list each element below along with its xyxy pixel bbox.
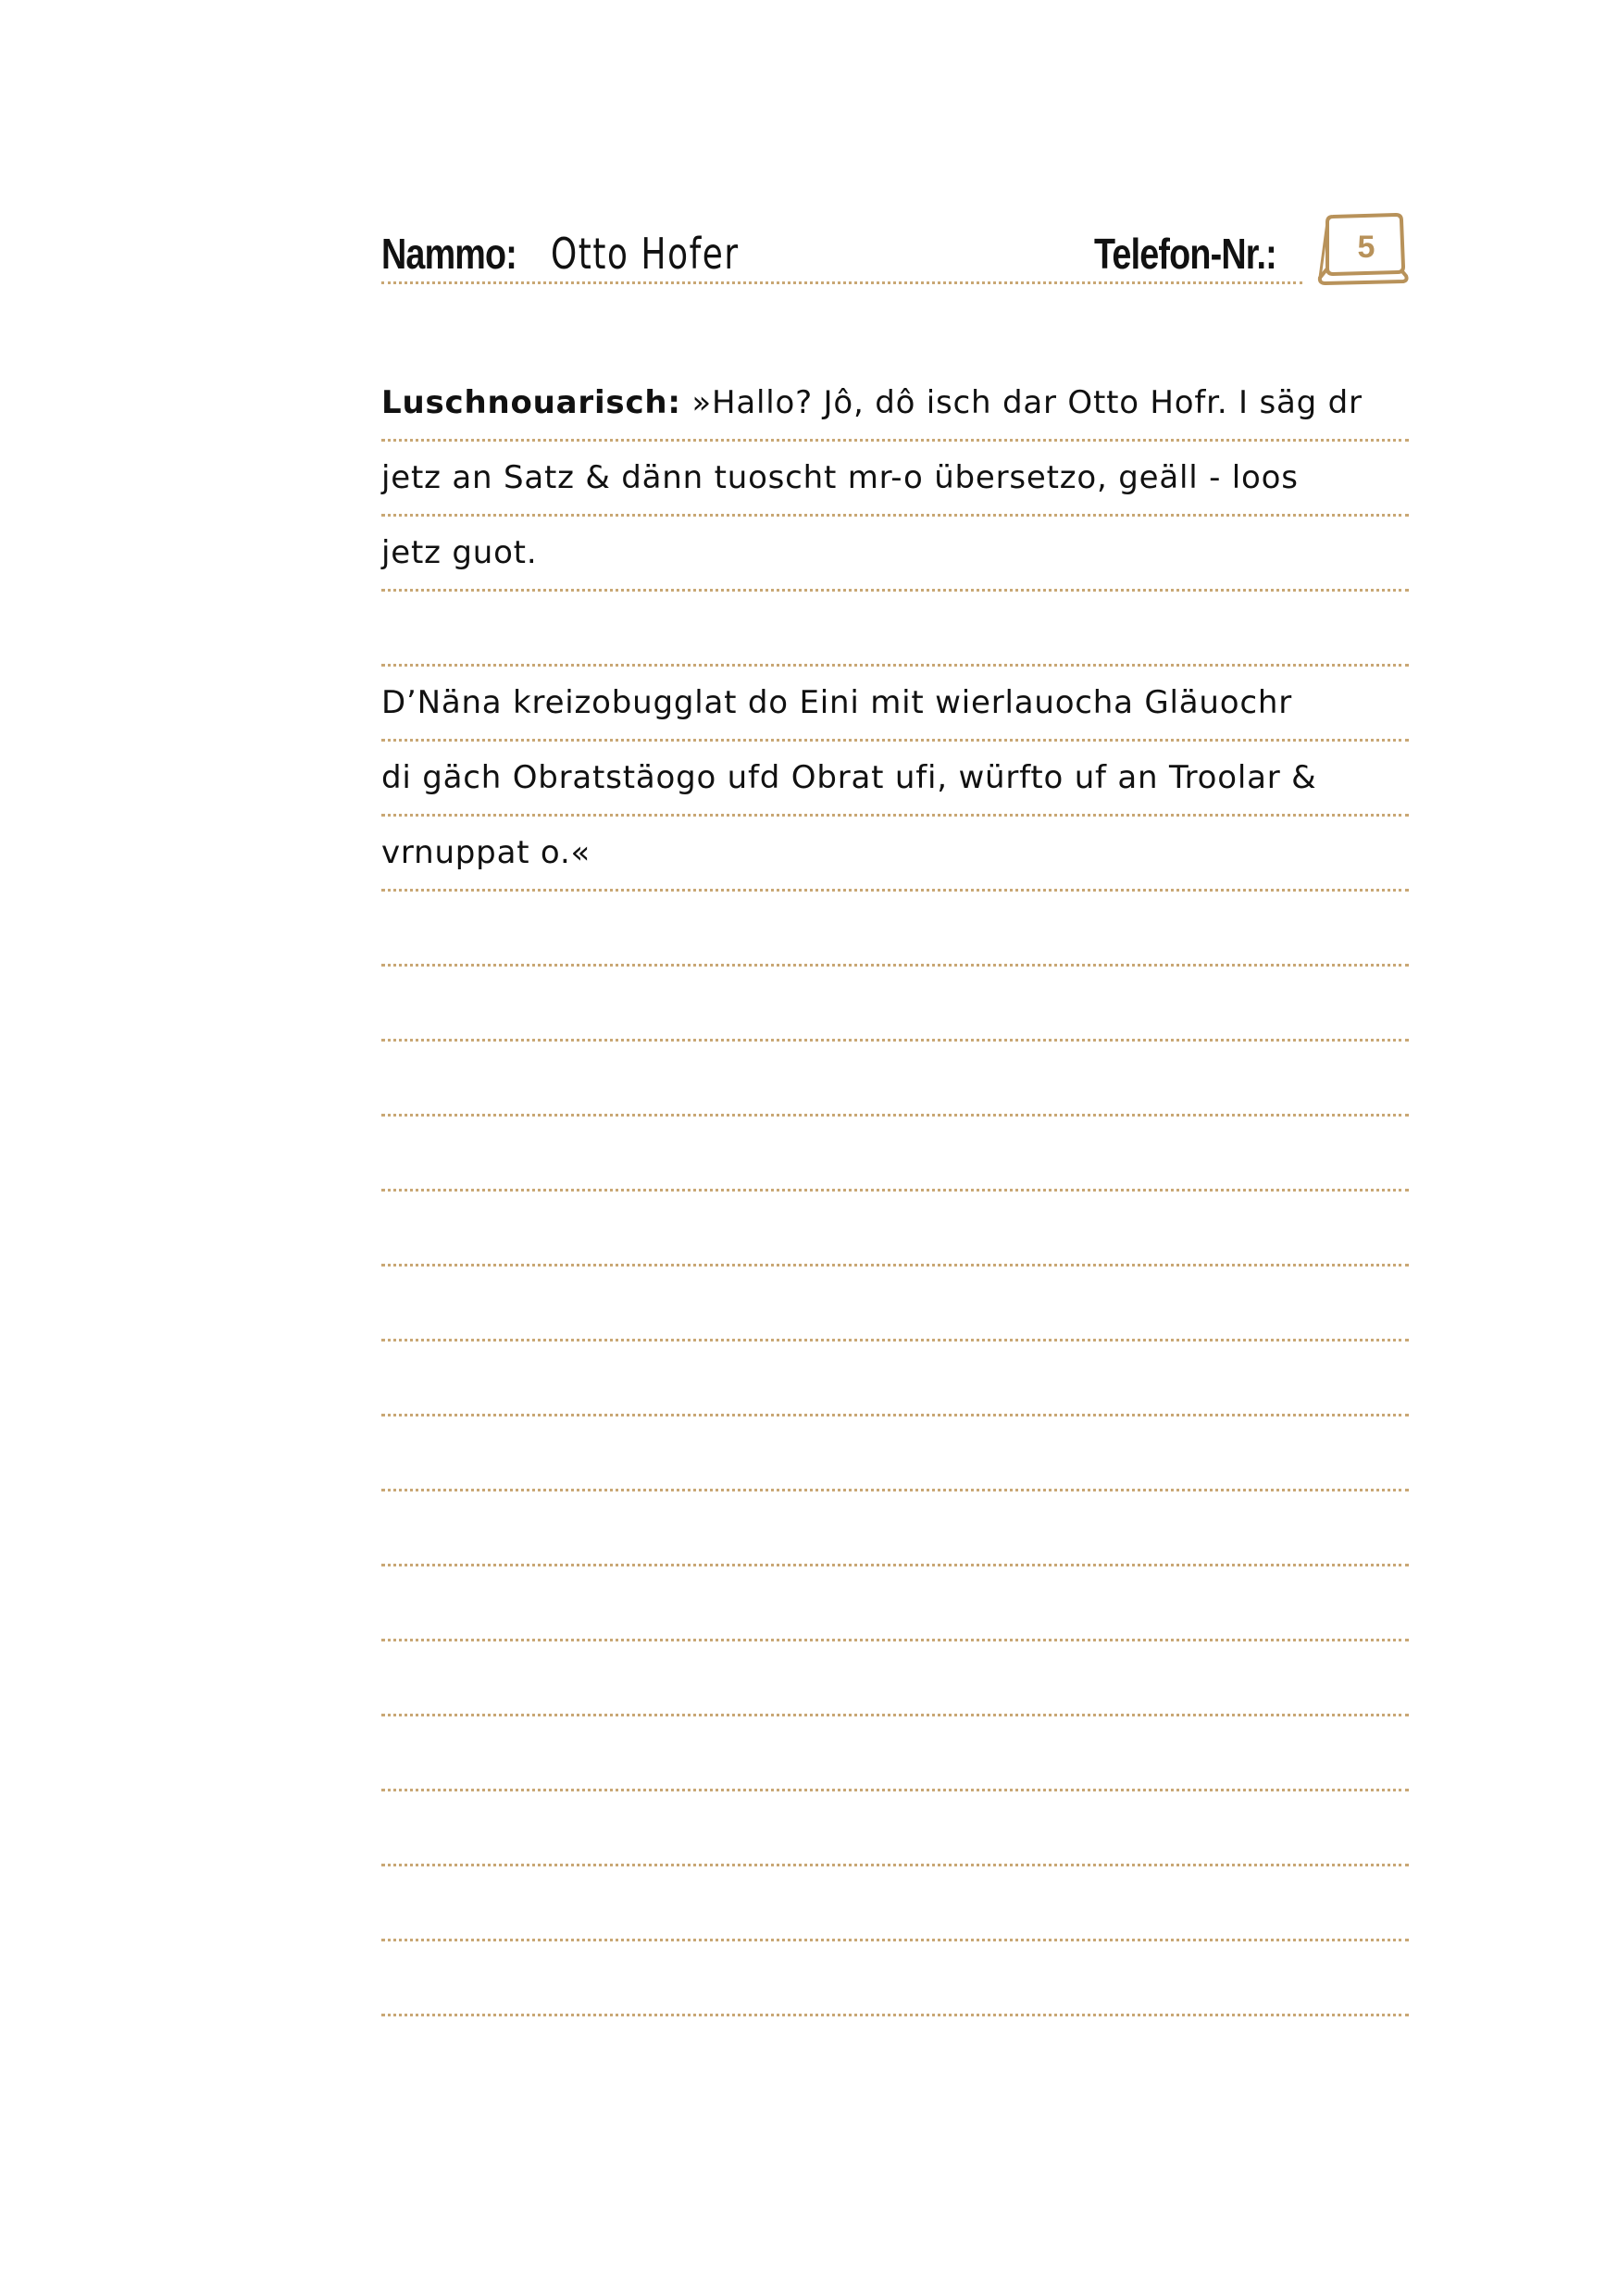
empty-line [381,892,1409,967]
empty-line [381,1791,1409,1866]
empty-line [381,1716,1409,1791]
text-line [381,817,1409,892]
line-text: vrnuppat o.« [381,834,591,871]
header [381,213,1409,287]
keypad-key-icon [1316,213,1409,287]
dialect-label: Luschnouarisch: [381,384,681,421]
text-line [381,592,1409,667]
ruled-body [381,367,1409,2016]
empty-line [381,1941,1409,2016]
text-line [381,442,1409,517]
empty-line [381,1491,1409,1566]
line-text: jetz an Satz & dänn tuoscht mr-o übersetzo, geäll - loos [381,459,1299,496]
text-line [381,517,1409,592]
line-text: di gäch Obratstäogo ufd Obrat ufi, würfto uf an Troolar & [381,759,1317,796]
text-line [381,367,1409,442]
empty-line [381,967,1409,1042]
line-text: »Hallo? Jô, dô isch dar Otto Hofr. I säg dr [680,384,1363,421]
line-text: D’Näna kreizobugglat do Eini mit wierlauocha Gläuochr [381,684,1292,721]
empty-line [381,1866,1409,1941]
empty-line [381,1267,1409,1341]
text-line [381,742,1409,817]
text-line [381,667,1409,742]
empty-line [381,1341,1409,1416]
empty-line [381,1117,1409,1192]
line-text: jetz guot. [381,534,538,571]
empty-line [381,1042,1409,1117]
empty-line [381,1566,1409,1641]
phone-key-digit: 5 [1357,230,1375,265]
phone-label: Telefon-Nr.: [1094,230,1276,278]
empty-line [381,1192,1409,1267]
empty-line [381,1416,1409,1491]
empty-line [381,1641,1409,1716]
name-label: Nammo: [381,230,517,278]
name-value: Otto Hofer [551,229,740,279]
